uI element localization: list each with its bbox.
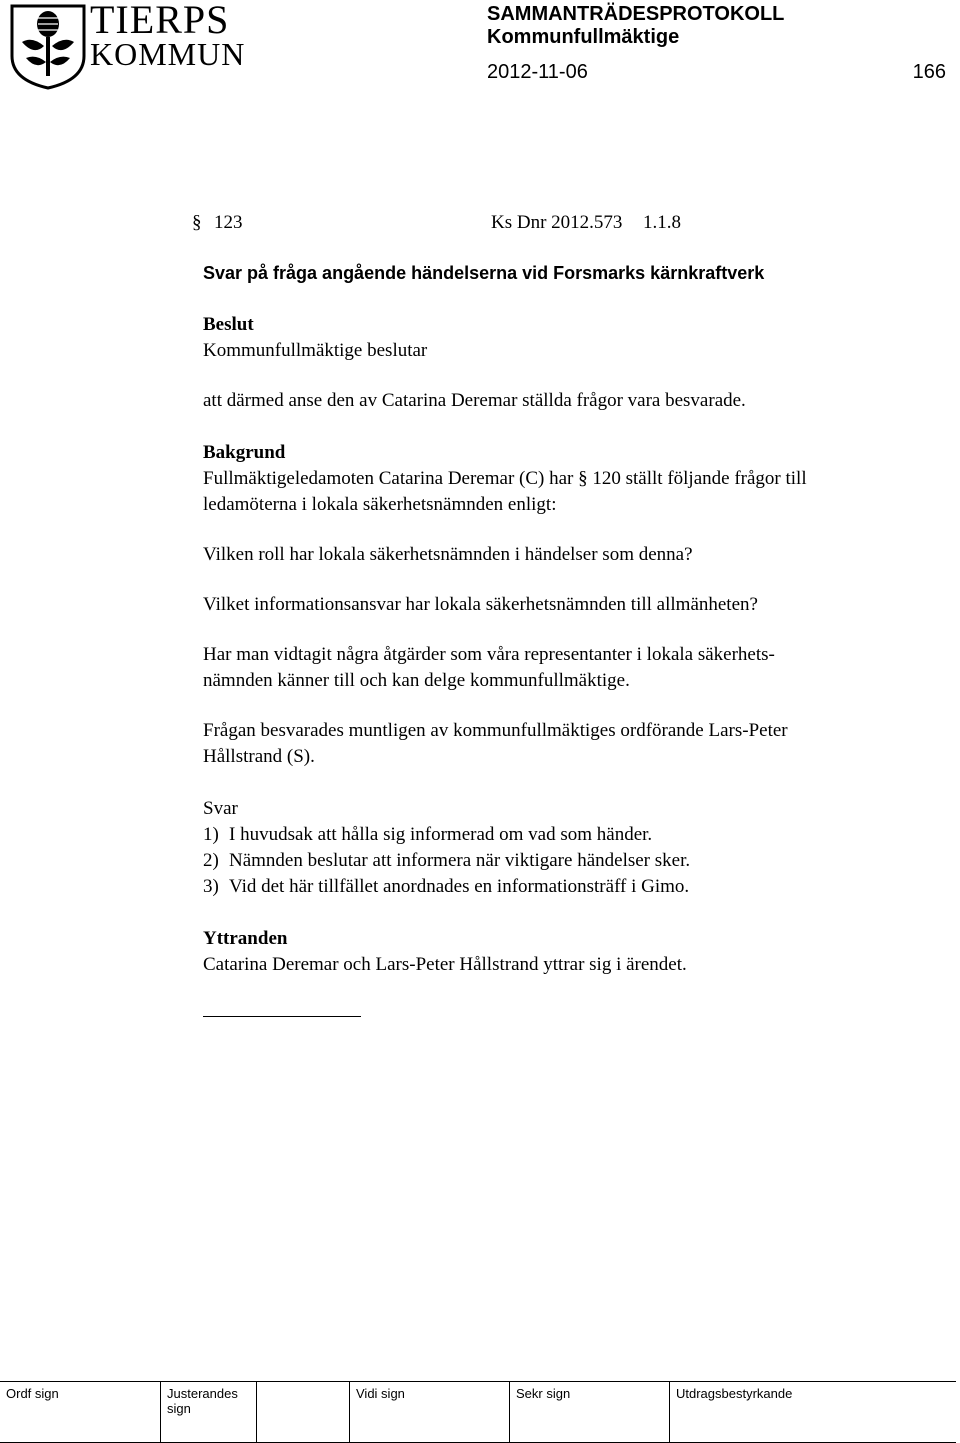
protocol-body	[192, 210, 933, 1017]
answer-item	[203, 874, 933, 900]
answer-item	[203, 822, 933, 848]
answer-heading: Svar	[203, 798, 238, 819]
archive-code: 1.1.8	[643, 212, 681, 233]
answered-line-2: Hållstrand (S).	[203, 746, 315, 767]
footer-cell-adjuster-1	[160, 1382, 256, 1442]
governing-body: Kommunfullmäktige	[487, 26, 680, 48]
footer-label: Ordf sign	[6, 1386, 59, 1401]
logo-text-line2: KOMMUN	[90, 36, 246, 72]
answer-item-number: 3)	[203, 876, 219, 897]
background-line-2: ledamöterna i lokala säkerhetsnämnden enligt:	[203, 494, 557, 515]
decision-text: att därmed anse den av Catarina Deremar ställda frågor vara besvarade.	[203, 390, 746, 411]
statements-text: Catarina Deremar och Lars-Peter Hållstrand yttrar sig i ärendet.	[203, 954, 687, 975]
question-3-line-1: Har man vidtagit några åtgärder som våra representanter i lokala säkerhets-	[203, 644, 775, 665]
item-title: Svar på fråga angående händelserna vid Forsmarks kärnkraftverk	[203, 263, 765, 283]
footer-label: Sekr sign	[516, 1386, 571, 1401]
decision-intro: Kommunfullmäktige beslutar	[203, 340, 428, 361]
section-sign: §	[192, 212, 202, 233]
page-number: 166	[912, 61, 946, 83]
background-heading: Bakgrund	[203, 442, 286, 463]
paragraph-number: 123	[214, 212, 243, 233]
document-type: SAMMANTRÄDESPROTOKOLL	[487, 3, 785, 25]
question-3-line-2: nämnden känner till och kan delge kommunfullmäktige.	[203, 670, 630, 691]
footer-cell-secretary	[509, 1382, 669, 1442]
signature-footer	[0, 1381, 956, 1443]
background-section-sign: §	[578, 468, 588, 489]
answer-item-number: 2)	[203, 850, 219, 871]
footer-label: Justerandes sign	[167, 1386, 238, 1416]
footer-cell-vidi	[349, 1382, 509, 1442]
diary-number: Ks Dnr 2012.573	[491, 212, 623, 233]
footer-label: Vidi sign	[356, 1386, 405, 1401]
footer-label: Utdragsbestyrkande	[676, 1386, 793, 1401]
footer-cell-extract	[669, 1382, 956, 1442]
footer-cell-adjuster-2	[256, 1382, 349, 1442]
answered-line-1: Frågan besvarades muntligen av kommunfullmäktiges ordförande Lars-Peter	[203, 720, 788, 741]
answer-item-text: Vid det här tillfället anordnades en informationsträff i Gimo.	[229, 876, 690, 897]
meeting-date: 2012-11-06	[487, 61, 588, 83]
logo-text-line1: TIERPS	[90, 0, 230, 42]
end-rule	[203, 1016, 361, 1017]
answer-item-text: I huvudsak att hålla sig informerad om vad som händer.	[229, 824, 653, 845]
background-line-1	[203, 466, 933, 492]
paragraph-reference	[192, 210, 922, 236]
decision-heading: Beslut	[203, 314, 254, 335]
answer-item-number: 1)	[203, 824, 219, 845]
background-text-a: Fullmäktigeledamoten Catarina Deremar (C) har	[203, 468, 574, 489]
footer-cell-chair	[0, 1382, 160, 1442]
background-text-b: 120 ställt följande frågor till	[592, 468, 807, 489]
municipality-logo	[8, 0, 246, 92]
answer-item	[203, 848, 933, 874]
statements-heading: Yttranden	[203, 928, 288, 949]
question-2: Vilket informationsansvar har lokala säkerhetsnämnden till allmänheten?	[203, 594, 758, 615]
answer-item-text: Nämnden beslutar att informera när viktigare händelser sker.	[229, 850, 691, 871]
question-1: Vilken roll har lokala säkerhetsnämnden i händelser som denna?	[203, 544, 693, 565]
